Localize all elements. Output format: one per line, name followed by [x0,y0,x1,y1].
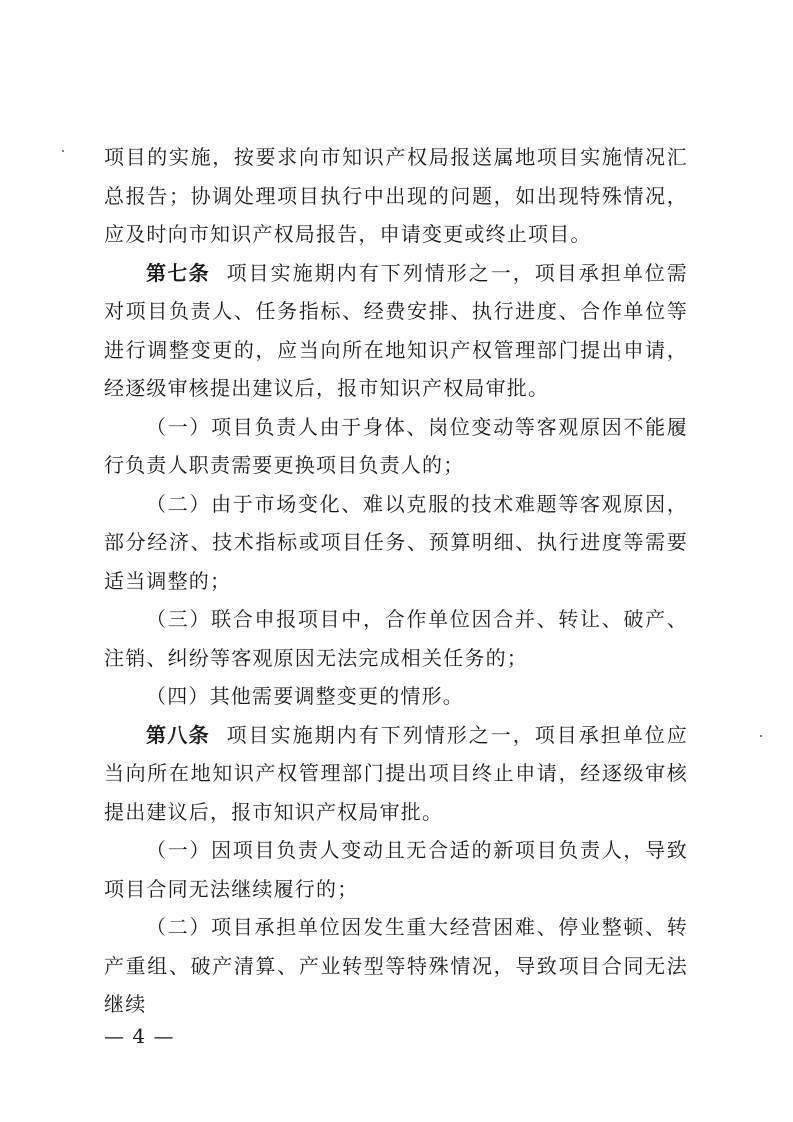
paragraph-text: （三）联合申报项目中，合作单位因合并、转让、破产、注销、纠纷等客观原因无法完成相关任务的； [104,607,688,670]
article-label: 第八条 [146,722,210,747]
paragraph [104,908,688,1024]
paragraph [104,485,688,601]
paragraph [104,831,688,908]
paragraph [104,254,688,408]
paragraph [104,716,688,832]
paragraph-text: （二）项目承担单位因发生重大经营困难、停业整顿、转产重组、破产清算、产业转型等特殊情况，导致项目合同无法继续 [104,915,688,1016]
paragraph-text: 项目实施期内有下列情形之一，项目承担单位应当向所在地知识产权管理部门提出项目终止申请，经逐级审核提出建议后，报市知识产权局审批。 [104,722,688,824]
paragraph [104,138,688,254]
article-label: 第七条 [146,260,210,285]
paragraph [104,677,688,716]
paragraph-text: （四）其他需要调整变更的情形。 [146,684,464,708]
paragraph-text: （一）项目负责人由于身体、岗位变动等客观原因不能履行负责人职责需要更换项目负责人的； [104,414,688,477]
paragraph-text: （二）由于市场变化、难以克服的技术难题等客观原因，部分经济、技术指标或项目任务、预算明细、执行进度等需要适当调整的； [104,491,688,593]
document-body [104,138,688,1024]
paragraph-text: （一）因项目负责人变动且无合适的新项目负责人，导致项目合同无法继续履行的； [104,838,688,901]
page-number: — 4 — [104,1024,175,1048]
paragraph [104,408,688,485]
paragraph [104,600,688,677]
scan-speck [760,735,762,737]
scan-speck [62,150,64,152]
paragraph-text: 项目实施期内有下列情形之一，项目承担单位需对项目负责人、任务指标、经费安排、执行进度、合作单位等进行调整变更的，应当向所在地知识产权管理部门提出申请，经逐级审核提出建议后，报市知识产权局审批。 [104,260,688,400]
paragraph-text: 项目的实施，按要求向市知识产权局报送属地项目实施情况汇总报告；协调处理项目执行中出现的问题，如出现特殊情况，应及时向市知识产权局报告，申请变更或终止项目。 [104,145,688,246]
